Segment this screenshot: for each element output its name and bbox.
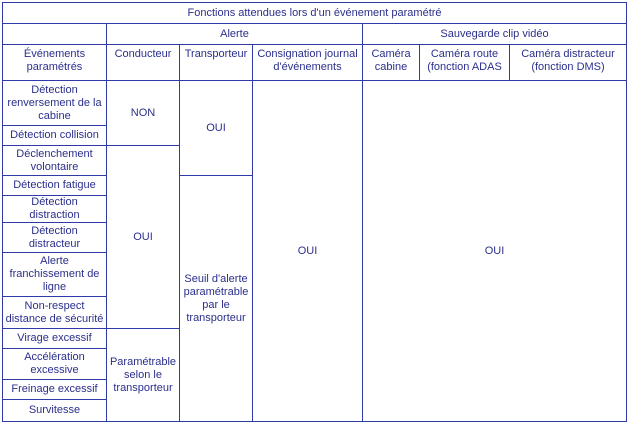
- event-label: Survitesse: [3, 400, 107, 422]
- column-header-row: [3, 45, 627, 81]
- events-functions-table: [2, 2, 627, 422]
- event-label: Non-respect distance de sécurité: [3, 297, 107, 329]
- event-label: Détection distracteur: [3, 223, 107, 253]
- event-label: Alerte franchissement de ligne: [3, 253, 107, 297]
- transporteur-seuil-cell: Seuil d'alerte paramétrable par le transporteur: [180, 176, 253, 422]
- group-header-row: [3, 24, 627, 45]
- header-camera-route: Caméra route (fonction ADAS: [420, 45, 510, 81]
- group-alerte: Alerte: [107, 24, 363, 45]
- title-row: [3, 3, 627, 24]
- empty-header-cell: [3, 24, 107, 45]
- group-sauvegarde: Sauvegarde clip vidéo: [363, 24, 627, 45]
- sauvegarde-oui-cell: OUI: [363, 81, 627, 422]
- header-conducteur: Conducteur: [107, 45, 180, 81]
- event-label: Déclenchement volontaire: [3, 146, 107, 176]
- event-label: Détection distraction: [3, 196, 107, 223]
- event-label: Détection renversement de la cabine: [3, 81, 107, 126]
- header-evenements: Événements paramétrés: [3, 45, 107, 81]
- event-label: Accélération excessive: [3, 349, 107, 380]
- event-label: Détection fatigue: [3, 176, 107, 196]
- header-transporteur: Transporteur: [180, 45, 253, 81]
- conducteur-param-cell: Paramétrable selon le transporteur: [107, 329, 180, 422]
- conducteur-non-cell: NON: [107, 81, 180, 146]
- event-label: Détection collision: [3, 126, 107, 146]
- header-consignation: Consignation journal d'événements: [253, 45, 363, 81]
- table-title: Fonctions attendues lors d'un événement paramétré: [3, 3, 627, 24]
- events-table-wrapper: [2, 2, 627, 422]
- transporteur-oui-cell: OUI: [180, 81, 253, 176]
- event-label: Virage excessif: [3, 329, 107, 349]
- consignation-oui-cell: OUI: [253, 81, 363, 422]
- event-label: Freinage excessif: [3, 380, 107, 400]
- header-camera-distracteur: Caméra distracteur (fonction DMS): [510, 45, 627, 81]
- header-camera-cabine: Caméra cabine: [363, 45, 420, 81]
- conducteur-oui-cell: OUI: [107, 146, 180, 329]
- table-row: [3, 81, 627, 126]
